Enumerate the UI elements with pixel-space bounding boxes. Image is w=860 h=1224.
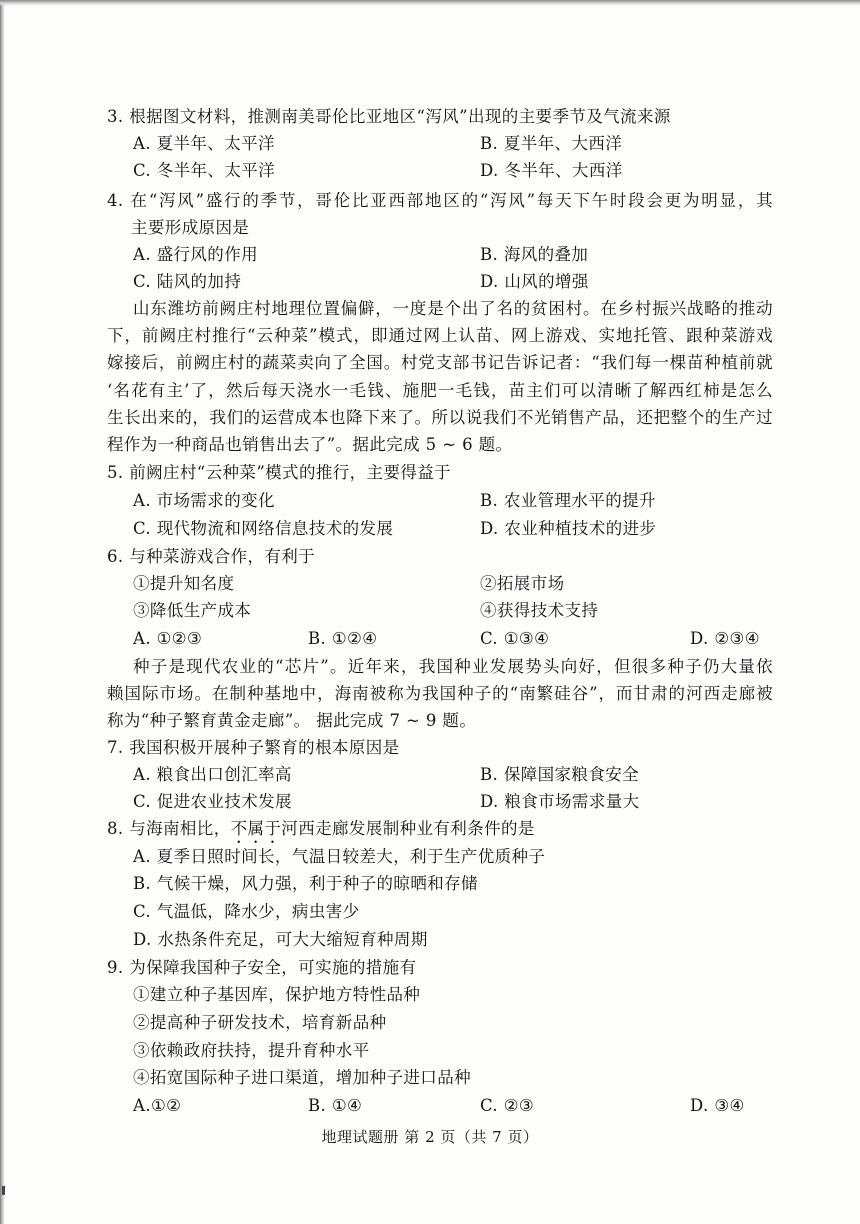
question-4-option-a: A. 盛行风的作用: [133, 245, 259, 264]
question-4-stem-line2: 主要形成原因是: [131, 218, 250, 237]
question-9-item-1: ①建立种子基因库，保护地方特性品种: [133, 985, 421, 1004]
question-5-option-a: A. 市场需求的变化: [133, 491, 275, 510]
passage-2-line: 赖国际市场。在制种基地中，海南被称为我国种子的“南繁硅谷”，而甘肃的河西走廊被: [107, 684, 773, 703]
question-5-option-c: C. 现代物流和网络信息技术的发展: [133, 519, 394, 538]
question-6-option-c: C. ①③④: [480, 629, 550, 648]
passage-1-line: 程作为一种商品也销售出去了”。据此完成 5 ~ 6 题。: [107, 435, 513, 454]
question-5-option-b: B. 农业管理水平的提升: [480, 491, 656, 510]
question-3-option-a: A. 夏半年、太平洋: [133, 134, 275, 153]
question-9-stem: 9. 为保障我国种子安全，可实施的措施有: [107, 958, 417, 977]
question-9-item-2: ②提高种子研发技术，培育新品种: [133, 1013, 387, 1032]
question-9-item-3: ③依赖政府扶持，提升育种水平: [133, 1041, 370, 1060]
question-6-option-d: D. ②③④: [690, 629, 760, 648]
scan-edge-top: [0, 0, 860, 6]
question-7-option-d: D. 粮食市场需求量大: [480, 792, 640, 811]
question-6-item-4: ④获得技术支持: [480, 601, 599, 620]
passage-1-line: 山东潍坊前阙庄村地理位置偏僻，一度是个出了名的贫困村。在乡村振兴战略的推动: [133, 299, 773, 318]
question-4-option-c: C. 陆风的加持: [133, 272, 242, 291]
question-6-option-b: B. ①②④: [308, 629, 378, 648]
question-7-option-a: A. 粮食出口创汇率高: [133, 765, 292, 784]
question-6-item-1: ①提升知名度: [133, 574, 235, 593]
passage-2-line: 种子是现代农业的“芯片”。近年来，我国种业发展势头向好，但很多种子仍大量依: [133, 657, 773, 676]
question-8-option-c: C. 气温低，降水少，病虫害少: [133, 902, 360, 921]
question-5-stem: 5. 前阙庄村“云种菜”模式的推行，主要得益于: [107, 463, 452, 482]
page-footer: 地理试题册 第 2 页（共 7 页）: [321, 1128, 539, 1146]
question-3-option-c: C. 冬半年、太平洋: [133, 161, 276, 180]
question-4-option-d: D. 山风的增强: [480, 272, 589, 291]
question-7-option-c: C. 促进农业技术发展: [133, 792, 292, 811]
scan-edge-left: [0, 0, 5, 1224]
question-8-stem-emphasis: 不属于: [230, 819, 282, 838]
question-6-option-a: A. ①②③: [133, 629, 203, 648]
question-7-stem: 7. 我国积极开展种子繁育的根本原因是: [107, 738, 400, 757]
question-6-stem: 6. 与种菜游戏合作，有利于: [107, 547, 316, 566]
passage-1-line: 下，前阙庄村推行“云种菜”模式，即通过网上认苗、网上游戏、实地托管、跟种菜游戏: [107, 326, 773, 345]
question-8-option-b: B. 气候干燥，风力强，利于种子的晾晒和存储: [133, 874, 478, 893]
question-3-option-b: B. 夏半年、大西洋: [480, 134, 623, 153]
question-9-option-c: C. ②③: [480, 1096, 535, 1115]
question-5-option-d: D. 农业种植技术的进步: [480, 519, 657, 538]
passage-1-line: 嫁接后，前阙庄村的蔬菜卖向了全国。村党支部书记告诉记者：“我们每一棵苗种植前就: [107, 353, 773, 372]
question-8-option-d: D. 水热条件充足，可大大缩短育种周期: [133, 930, 428, 949]
question-3-option-d: D. 冬半年、大西洋: [480, 161, 623, 180]
question-9-option-d: D. ③④: [690, 1096, 745, 1115]
question-6-item-3: ③降低生产成本: [133, 601, 252, 620]
passage-1-line: 生长出来的，我们的运营成本也降下来了。所以说我们不光销售产品，还把整个的生产过: [107, 408, 773, 427]
question-3-stem: 3. 根据图文材料，推测南美哥伦比亚地区“泻风”出现的主要季节及气流来源: [107, 107, 671, 126]
question-4-option-b: B. 海风的叠加: [480, 245, 589, 264]
question-8-stem-pre: 8. 与海南相比，: [107, 819, 231, 838]
question-9-item-4: ④拓宽国际种子进口渠道，增加种子进口品种: [133, 1068, 471, 1087]
passage-2-line: 称为“种子繁育黄金走廊”。 据此完成 7 ~ 9 题。: [107, 711, 477, 730]
question-8-option-a: A. 夏季日照时间长，气温日较差大，利于生产优质种子: [133, 847, 546, 866]
question-7-option-b: B. 保障国家粮食安全: [480, 765, 640, 784]
question-6-item-2: ②拓展市场: [480, 574, 565, 593]
passage-1-line: ‘名花有主’了，然后每天浇水一毛钱、施肥一毛钱，苗主们可以清晰了解西红柿是怎么: [107, 381, 773, 400]
question-9-option-b: B. ①④: [308, 1096, 363, 1115]
question-8-stem-post: 河西走廊发展制种业有利条件的是: [281, 819, 535, 838]
question-8-stem: [107, 818, 535, 847]
question-9-option-a: A.①②: [133, 1096, 182, 1115]
scan-mark: [2, 1186, 5, 1195]
question-4-stem-line1: 4. 在“泻风”盛行的季节，哥伦比亚西部地区的“泻风”每天下午时段会更为明显，其: [107, 191, 773, 210]
